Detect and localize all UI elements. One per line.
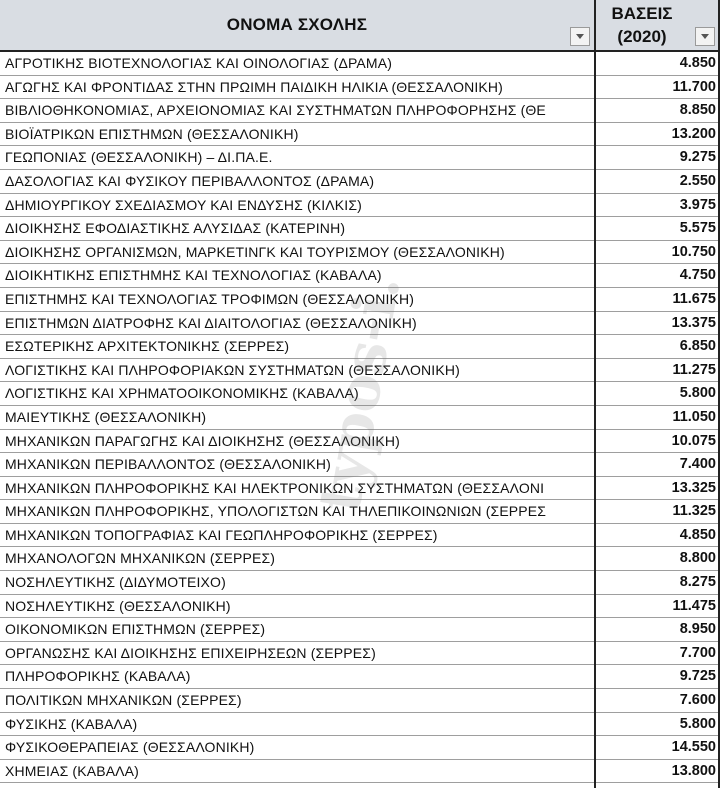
score-cell[interactable]: 4.850 <box>679 55 716 71</box>
score-cell[interactable]: 4.750 <box>679 267 716 284</box>
score-cell[interactable]: 13.325 <box>671 479 716 496</box>
score-cell[interactable]: 8.950 <box>679 621 716 638</box>
table-row[interactable] <box>0 146 720 170</box>
school-name-cell[interactable]: ΜΗΧΑΝΙΚΩΝ ΠΛΗΡΟΦΟΡΙΚΗΣ ΚΑΙ ΗΛΕΚΤΡΟΝΙΚΩΝ ΣΥΣΤΗΜΑΤΩΝ (ΘΕΣΣΑΛΟΝΙ <box>5 479 545 496</box>
filter-dropdown-score-icon[interactable] <box>695 27 715 46</box>
table-row[interactable] <box>0 123 720 147</box>
score-cell[interactable]: 11.700 <box>672 78 716 95</box>
school-name-cell[interactable]: ΑΓΡΟΤΙΚΗΣ ΒΙΟΤΕΧΝΟΛΟΓΙΑΣ ΚΑΙ ΟΙΝΟΛΟΓΙΑΣ (ΔΡΑΜΑ) <box>5 55 393 71</box>
school-name-cell[interactable]: ΛΟΓΙΣΤΙΚΗΣ ΚΑΙ ΧΡΗΜΑΤΟΟΙΚΟΝΟΜΙΚΗΣ (ΚΑΒΑΛΑ) <box>5 385 359 402</box>
score-cell[interactable]: 13.375 <box>671 314 716 331</box>
score-cell[interactable]: 11.325 <box>672 503 716 520</box>
school-name-cell[interactable]: ΒΙΒΛΙΟΘΗΚΟΝΟΜΙΑΣ, ΑΡΧΕΙΟΝΟΜΙΑΣ ΚΑΙ ΣΥΣΤΗΜΑΤΩΝ ΠΛΗΡΟΦΟΡΗΣΗΣ (ΘΕ <box>5 102 546 119</box>
score-cell[interactable]: 11.475 <box>672 597 716 614</box>
table-row[interactable] <box>0 194 720 218</box>
table-row[interactable] <box>0 595 720 619</box>
score-cell[interactable]: 5.575 <box>679 220 716 237</box>
table-row[interactable] <box>0 736 720 760</box>
school-name-cell[interactable]: ΠΛΗΡΟΦΟΡΙΚΗΣ (ΚΑΒΑΛΑ) <box>5 668 191 685</box>
table-row[interactable] <box>0 524 720 548</box>
school-name-cell[interactable]: ΜΗΧΑΝΙΚΩΝ ΠΕΡΙΒΑΛΛΟΝΤΟΣ (ΘΕΣΣΑΛΟΝΙΚΗ) <box>5 456 331 473</box>
header-school-name[interactable] <box>0 0 596 52</box>
school-name-cell[interactable]: ΜΑΙΕΥΤΙΚΗΣ (ΘΕΣΣΑΛΟΝΙΚΗ) <box>5 408 207 425</box>
score-cell[interactable]: 9.725 <box>679 668 716 685</box>
table-row[interactable] <box>0 382 720 406</box>
score-cell[interactable]: 7.700 <box>679 644 716 661</box>
score-cell[interactable]: 13.800 <box>671 762 716 779</box>
table-row[interactable] <box>0 689 720 713</box>
table-row[interactable] <box>0 406 720 430</box>
column-divider <box>594 52 596 788</box>
school-name-cell[interactable]: ΝΟΣΗΛΕΥΤΙΚΗΣ (ΔΙΔΥΜΟΤΕΙΧΟ) <box>5 574 226 591</box>
school-name-cell[interactable]: ΟΙΚΟΝΟΜΙΚΩΝ ΕΠΙΣΤΗΜΩΝ (ΣΕΡΡΕΣ) <box>5 621 266 638</box>
school-name-cell[interactable]: ΔΙΟΙΚΗΣΗΣ ΟΡΓΑΝΙΣΜΩΝ, ΜΑΡΚΕΤΙΝΓΚ ΚΑΙ ΤΟΥΡΙΣΜΟΥ (ΘΕΣΣΑΛΟΝΙΚΗ) <box>5 243 505 260</box>
table-row[interactable] <box>0 241 720 265</box>
score-cell[interactable]: 9.275 <box>679 149 716 166</box>
school-name-cell[interactable]: ΕΠΙΣΤΗΜΩΝ ΔΙΑΤΡΟΦΗΣ ΚΑΙ ΔΙΑΙΤΟΛΟΓΙΑΣ (ΘΕΣΣΑΛΟΝΙΚΗ) <box>5 314 417 331</box>
table-row[interactable] <box>0 713 720 737</box>
school-name-cell[interactable]: ΜΗΧΑΝΟΛΟΓΩΝ ΜΗΧΑΝΙΚΩΝ (ΣΕΡΡΕΣ) <box>5 550 276 567</box>
score-cell[interactable]: 11.675 <box>672 290 716 307</box>
score-cell[interactable]: 6.850 <box>679 338 716 355</box>
header-school-name-label: ΟΝΟΜΑ ΣΧΟΛΗΣ <box>226 15 368 34</box>
school-name-cell[interactable]: ΔΙΟΙΚΗΤΙΚΗΣ ΕΠΙΣΤΗΜΗΣ ΚΑΙ ΤΕΧΝΟΛΟΓΙΑΣ (ΚΑΒΑΛΑ) <box>5 267 382 284</box>
table-row[interactable] <box>0 170 720 194</box>
score-cell[interactable]: 13.200 <box>671 125 716 142</box>
school-name-cell[interactable]: ΔΑΣΟΛΟΓΙΑΣ ΚΑΙ ΦΥΣΙΚΟΥ ΠΕΡΙΒΑΛΛΟΝΤΟΣ (ΔΡΑΜΑ) <box>5 172 375 189</box>
watermark: typos-i. <box>305 269 414 517</box>
school-name-cell[interactable]: ΕΣΩΤΕΡΙΚΗΣ ΑΡΧΙΤΕΚΤΟΝΙΚΗΣ (ΣΕΡΡΕΣ) <box>5 338 290 355</box>
table-row[interactable] <box>0 359 720 383</box>
school-name-cell[interactable]: ΔΙΟΙΚΗΣΗΣ ΕΦΟΔΙΑΣΤΙΚΗΣ ΑΛΥΣΙΔΑΣ (ΚΑΤΕΡΙΝΗ) <box>5 220 346 237</box>
score-cell[interactable]: 3.975 <box>679 196 716 213</box>
table-row[interactable] <box>0 335 720 359</box>
school-name-cell[interactable]: ΛΟΓΙΣΤΙΚΗΣ ΚΑΙ ΠΛΗΡΟΦΟΡΙΑΚΩΝ ΣΥΣΤΗΜΑΤΩΝ (ΘΕΣΣΑΛΟΝΙΚΗ) <box>5 361 460 378</box>
school-name-cell[interactable]: ΧΗΜΕΙΑΣ (ΚΑΒΑΛΑ) <box>5 762 139 779</box>
score-cell[interactable]: 5.800 <box>679 385 716 402</box>
school-name-cell[interactable]: ΔΗΜΙΟΥΡΓΙΚΟΥ ΣΧΕΔΙΑΣΜΟΥ ΚΑΙ ΕΝΔΥΣΗΣ (ΚΙΛΚΙΣ) <box>5 196 362 213</box>
table-row[interactable] <box>0 453 720 477</box>
table-body <box>0 52 720 783</box>
table-row[interactable] <box>0 430 720 454</box>
table-row[interactable] <box>0 76 720 100</box>
table-row[interactable] <box>0 52 720 76</box>
filter-dropdown-name-icon[interactable] <box>570 27 590 46</box>
score-cell[interactable]: 8.850 <box>679 102 716 119</box>
school-name-cell[interactable]: ΜΗΧΑΝΙΚΩΝ ΠΛΗΡΟΦΟΡΙΚΗΣ, ΥΠΟΛΟΓΙΣΤΩΝ ΚΑΙ ΤΗΛΕΠΙΚΟΙΝΩΝΙΩΝ (ΣΕΡΡΕΣ <box>5 503 547 520</box>
score-cell[interactable]: 7.600 <box>679 692 716 709</box>
school-name-cell[interactable]: ΕΠΙΣΤΗΜΗΣ ΚΑΙ ΤΕΧΝΟΛΟΓΙΑΣ ΤΡΟΦΙΜΩΝ (ΘΕΣΣΑΛΟΝΙΚΗ) <box>5 290 415 307</box>
score-cell[interactable]: 8.800 <box>679 550 716 567</box>
table-row[interactable] <box>0 571 720 595</box>
school-name-cell[interactable]: ΒΙΟΪΑΤΡΙΚΩΝ ΕΠΙΣΤΗΜΩΝ (ΘΕΣΣΑΛΟΝΙΚΗ) <box>5 125 299 142</box>
school-name-cell[interactable]: ΜΗΧΑΝΙΚΩΝ ΤΟΠΟΓΡΑΦΙΑΣ ΚΑΙ ΓΕΩΠΛΗΡΟΦΟΡΙΚΗΣ (ΣΕΡΡΕΣ) <box>5 526 438 543</box>
table-row[interactable] <box>0 665 720 689</box>
table-row[interactable] <box>0 477 720 501</box>
table-row[interactable] <box>0 217 720 241</box>
header-score-label: ΒΑΣΕΙΣ <box>611 4 673 23</box>
table-row[interactable] <box>0 547 720 571</box>
header-score-year: (2020) <box>617 27 667 46</box>
table-row[interactable] <box>0 312 720 336</box>
score-cell[interactable]: 7.400 <box>679 456 716 473</box>
table-row[interactable] <box>0 264 720 288</box>
table-row[interactable] <box>0 642 720 666</box>
score-cell[interactable]: 2.550 <box>679 172 716 189</box>
school-name-cell[interactable]: ΦΥΣΙΚΟΘΕΡΑΠΕΙΑΣ (ΘΕΣΣΑΛΟΝΙΚΗ) <box>5 739 255 756</box>
school-name-cell[interactable]: ΜΗΧΑΝΙΚΩΝ ΠΑΡΑΓΩΓΗΣ ΚΑΙ ΔΙΟΙΚΗΣΗΣ (ΘΕΣΣΑΛΟΝΙΚΗ) <box>5 432 400 449</box>
school-name-cell[interactable]: ΑΓΩΓΗΣ ΚΑΙ ΦΡΟΝΤΙΔΑΣ ΣΤΗΝ ΠΡΩΙΜΗ ΠΑΙΔΙΚΗ ΗΛΙΚΙΑ (ΘΕΣΣΑΛΟΝΙΚΗ) <box>5 78 503 95</box>
score-cell[interactable]: 14.550 <box>671 739 716 756</box>
score-cell[interactable]: 11.275 <box>672 361 716 378</box>
score-cell[interactable]: 5.800 <box>679 715 716 732</box>
school-name-cell[interactable]: ΝΟΣΗΛΕΥΤΙΚΗΣ (ΘΕΣΣΑΛΟΝΙΚΗ) <box>5 597 231 614</box>
table-row[interactable] <box>0 99 720 123</box>
table-row[interactable] <box>0 500 720 524</box>
score-cell[interactable]: 11.050 <box>672 408 716 425</box>
score-cell[interactable]: 10.750 <box>671 243 716 260</box>
school-name-cell[interactable]: ΓΕΩΠΟΝΙΑΣ (ΘΕΣΣΑΛΟΝΙΚΗ) – ΔΙ.ΠΑ.Ε. <box>5 149 273 166</box>
score-cell[interactable]: 10.075 <box>671 432 716 449</box>
score-cell[interactable]: 8.275 <box>679 574 716 591</box>
table-row[interactable] <box>0 760 720 784</box>
table-row[interactable] <box>0 288 720 312</box>
school-name-cell[interactable]: ΦΥΣΙΚΗΣ (ΚΑΒΑΛΑ) <box>5 715 138 732</box>
table-row[interactable] <box>0 618 720 642</box>
school-name-cell[interactable]: ΠΟΛΙΤΙΚΩΝ ΜΗΧΑΝΙΚΩΝ (ΣΕΡΡΕΣ) <box>5 692 242 709</box>
school-name-cell[interactable]: ΟΡΓΑΝΩΣΗΣ ΚΑΙ ΔΙΟΙΚΗΣΗΣ ΕΠΙΧΕΙΡΗΣΕΩΝ (ΣΕΡΡΕΣ) <box>5 644 376 661</box>
score-cell[interactable]: 4.850 <box>679 526 716 543</box>
